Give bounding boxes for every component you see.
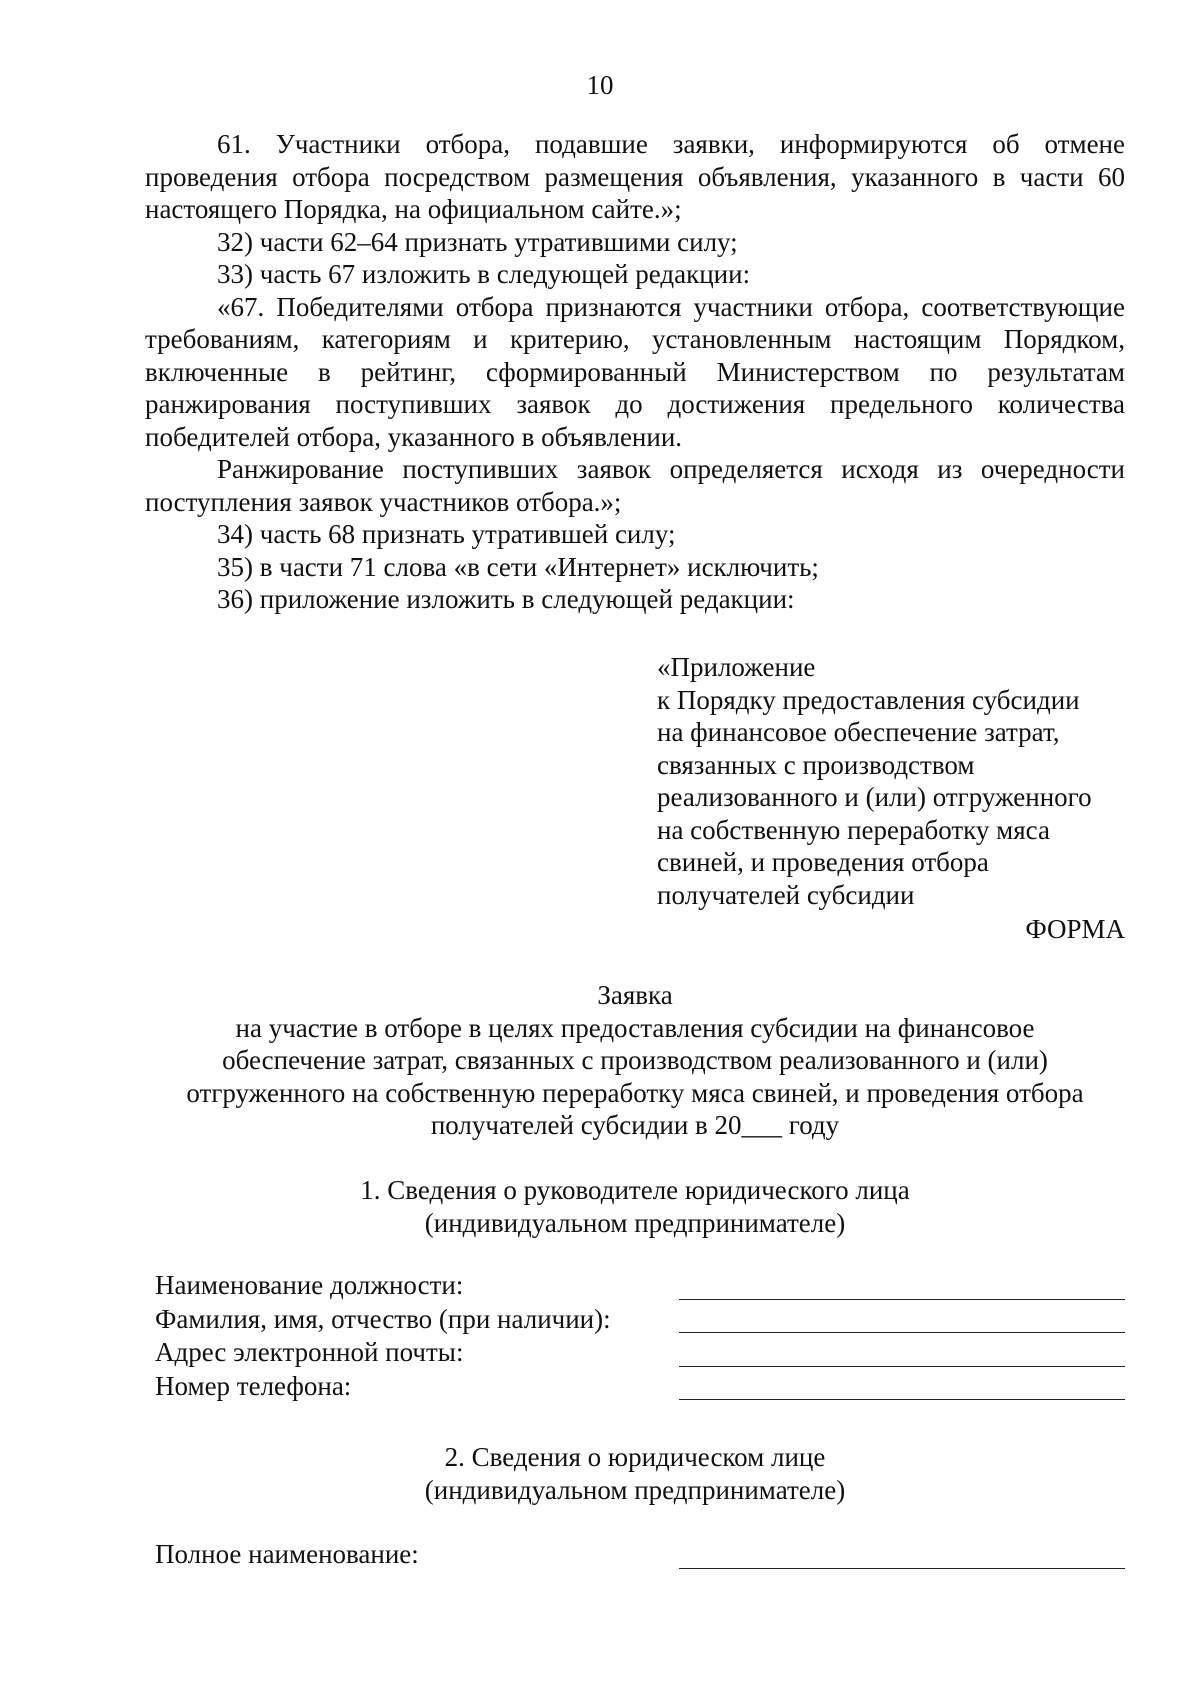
field-label: Номер телефона: (155, 1370, 352, 1401)
appendix-line: свиней, и проведения отбора (657, 847, 989, 877)
title-line: на участие в отборе в целях предоставления субсидии на финансовое (235, 1012, 1035, 1043)
appendix-line: на финансовое обеспечение затрат, (657, 717, 1060, 747)
fill-line[interactable] (679, 1399, 1125, 1400)
paragraph-33: 33) часть 67 изложить в следующей редакции: (217, 259, 751, 289)
appendix-header (657, 651, 1137, 911)
field-label: Фамилия, имя, отчество (при наличии): (155, 1303, 611, 1334)
paragraph-ranking: Ранжирование поступивших заявок определяется исходя из очередности поступления заявок участников отбора.»; (145, 454, 1125, 517)
section1-heading (120, 1174, 1150, 1239)
page-number: 10 (586, 70, 614, 100)
section1-fields (155, 1269, 1125, 1403)
paragraph-61: 61. Участники отбора, подавшие заявки, информируются об отмене проведения отбора посредством размещения объявления, указанного в части 60 настоящего Порядка, на официальном сайте.»; (145, 129, 1125, 224)
section-heading-line: (индивидуальном предпринимателе) (424, 1474, 846, 1505)
paragraph-67: «67. Победителями отбора признаются участники отбора, соответствующие требованиям, категориям и критерию, установленным настоящим Порядком, включенные в рейтинг, сформированный Министерством по результатам ранжирования поступивших заявок до достижения предельного количества победителей отбора, указанного в объявлении. (145, 291, 1125, 452)
appendix-line: связанных с производством (657, 749, 975, 780)
field-position (155, 1269, 1125, 1303)
forma-label: ФОРМА (1025, 914, 1125, 944)
field-label: Наименование должности: (155, 1270, 464, 1300)
title-line: Заявка (597, 980, 673, 1010)
section-heading-line: 2. Сведения о юридическом лице (444, 1442, 826, 1472)
fill-line[interactable] (679, 1568, 1125, 1569)
paragraph-34: 34) часть 68 признать утратившей силу; (217, 519, 676, 549)
fill-line[interactable] (679, 1366, 1125, 1367)
body-text (145, 128, 1125, 616)
section2-fields (155, 1538, 1125, 1572)
field-phone (155, 1370, 1125, 1404)
field-email (155, 1336, 1125, 1370)
section-heading-line: (индивидуальном предпринимателе) (424, 1207, 846, 1238)
appendix-line: реализованного и (или) отгруженного (657, 782, 1092, 812)
application-title (120, 979, 1150, 1142)
title-line: отгруженного на собственную переработку мяса свиней, и проведения отбора (186, 1077, 1084, 1108)
section-heading-line: 1. Сведения о руководителе юридического лица (360, 1175, 910, 1205)
section2-heading (120, 1441, 1150, 1506)
fill-line[interactable] (679, 1299, 1125, 1300)
appendix-line: получателей субсидии (657, 879, 915, 910)
appendix-line: «Приложение (657, 652, 816, 682)
field-full-name (155, 1303, 1125, 1337)
title-line: обеспечение затрат, связанных с производством реализованного и (или) (222, 1045, 1048, 1075)
field-full-title (155, 1538, 1125, 1572)
appendix-line: к Порядку предоставления субсидии (657, 684, 1080, 715)
paragraph-35: 35) в части 71 слова «в сети «Интернет» исключить; (217, 551, 819, 582)
fill-line[interactable] (679, 1332, 1125, 1333)
paragraph-32: 32) части 62–64 признать утратившими силу; (217, 226, 738, 257)
title-line: получателей субсидии в 20___ году (430, 1110, 840, 1140)
paragraph-36: 36) приложение изложить в следующей редакции: (217, 584, 795, 614)
field-label: Адрес электронной почты: (155, 1337, 464, 1367)
appendix-line: на собственную переработку мяса (657, 814, 1050, 845)
field-label: Полное наименование: (155, 1539, 419, 1569)
